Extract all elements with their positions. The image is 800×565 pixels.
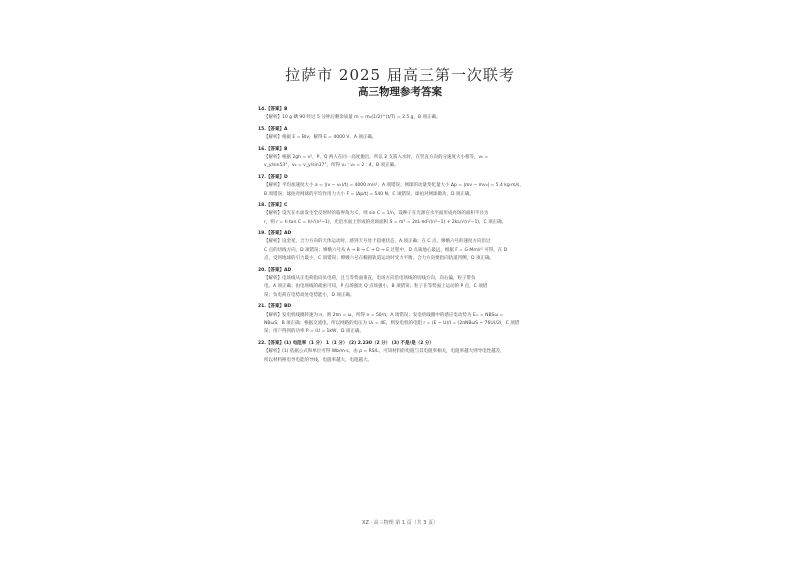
answer-line: 19.【答案】AD xyxy=(258,231,292,237)
answer-line: 18.【答案】C xyxy=(258,202,288,208)
explanation-line: 【解析】设金星、合力方向的天体运动时，感到天号处于超重状态，A 项正确；在 C 点，嫦娥六号的速度方向沿过 xyxy=(264,239,491,245)
page-title: 拉萨市 2025 届高三第一次联考 xyxy=(285,66,515,84)
question-block xyxy=(258,146,563,171)
explanation-line: r，则 r = h tan C = h/√(n²−1)，光沿水面上形成的亮斑面积 S = πr² = 2πL·πd²/(n²−1) + 2kL/√(n²−1)，C 项正确。 xyxy=(264,219,507,225)
answer-body xyxy=(258,106,563,368)
answer-line: 16.【答案】B xyxy=(258,146,288,152)
explanation-line: 所以材料换电导电能的导线，电阻率越大，电阻越大。 xyxy=(264,357,372,363)
question-block xyxy=(258,340,563,365)
explanation-line: 【解析】设光在水面发生全反射时的临界角为 C，则 sin C = 1/n，设种子在光源在水平面形成亮斑的面积半径为 xyxy=(264,211,489,217)
explanation-line: 【解析】根据 2gh = v²，P、Q 两人在同一高度抛出，所以 2 支箭入水时，在竖直方向的分速度大小相等，v₀ = xyxy=(264,154,489,160)
question-block xyxy=(258,230,563,264)
page-subtitle: 高三物理参考答案 xyxy=(358,86,442,98)
explanation-line: NBωS，B 项正确；根据交流电，所以网路的电压为 U₁ = 4E，则发电机的电阻 r = (E − U)/I = (2πNBωS − 76U)/2I，C 项错 xyxy=(264,320,520,326)
explanation-line: C 点的切线方向，D 项错误；嫦娥六号从 A → B → C → D → E 过程中，D 点离地心最远，根据 F = G·Mm/r² 可得，在 D xyxy=(264,247,508,253)
explanation-line: 【解析】电场线从正电荷指向负电荷，且与等势面垂直，电场方向沿电场线的切线方向，向右偏，粒子带负 xyxy=(264,276,476,282)
explanation-line: 误；负电荷在电势高处电势能小，D 项正确。 xyxy=(264,292,355,298)
answer-line: 22.【答案】(1) 电阻率（1 分） 1（1 分） (2) 2.230（2 分） (3) 不是/是（2 分） xyxy=(258,340,434,346)
explanation-line: 误；用户得到的功率 P = IU = 1kW，D 项正确。 xyxy=(264,329,364,335)
question-block xyxy=(258,174,563,199)
explanation-line: 【解析】平均加速度大小 a = |(v − v₀)/t| = 4000 m/s²，A 项错误；网球的动量变化量大小 Δp = |mv − mv₀| = 5.4 kg·m/s， xyxy=(264,183,524,189)
question-block xyxy=(258,106,563,123)
answer-line: 20.【答案】AD xyxy=(258,267,292,273)
explanation-line: 点，受到地球的引力最小，C 项错误；嫦娥六号在椭圆轨道运动时受力平衡，合力方向要指向轨道凹侧，D 项正确。 xyxy=(264,256,494,262)
question-block xyxy=(258,267,563,301)
page-footer: XZ · 高三物理 第 1 页（共 3 页） xyxy=(362,520,438,526)
explanation-line: B 项错误；球拍对网球的平均作用力大小 F = |Δp/t| = 540 N，C 项错误；球拍对网球做功，D 项正确。 xyxy=(264,191,474,197)
explanation-line: 【解析】发电机线圈转速为 n，则 2πn = ω，所得 n = 50/π，A 项错误；发电机线圈中的感应电动势为 Eₘ = NBSω = xyxy=(264,312,504,318)
question-block xyxy=(258,303,563,337)
explanation-line: v_y/sin53°，v₀ = v_y/sin37°，所得 v₁ : v₂ = 2 : 4，B 项正确。 xyxy=(264,163,399,169)
answer-line: 21.【答案】BD xyxy=(258,304,292,310)
answer-line: 15.【答案】A xyxy=(258,126,288,132)
explanation-line: 【解析】10 g 碘 90 经过 5 分钟后剩余质量 m = m₀(1/2)^(t/T) = 2.5 g，B 项正确。 xyxy=(264,115,441,121)
explanation-line: 电，A 项正确；由电场线的疏密可知，P 点场强比 Q 点场强小，B 项错误；粒子在等势面上运动的 P 点，C 项错 xyxy=(264,284,488,290)
explanation-line: 【解析】根据 E = BIv，解得 E = 4000 V，A 项正确。 xyxy=(264,135,377,141)
explanation-line: 【解析】(1) 依据公式和单位可得 Wb/m·s，由 ρ = RS/L，可知材料的电阻与其电阻率相关，电阻率越大则导电性越差， xyxy=(264,349,505,355)
answer-line: 14.【答案】B xyxy=(258,107,288,112)
question-block xyxy=(258,126,563,143)
answer-line: 17.【答案】D xyxy=(258,174,288,180)
question-block xyxy=(258,202,563,227)
